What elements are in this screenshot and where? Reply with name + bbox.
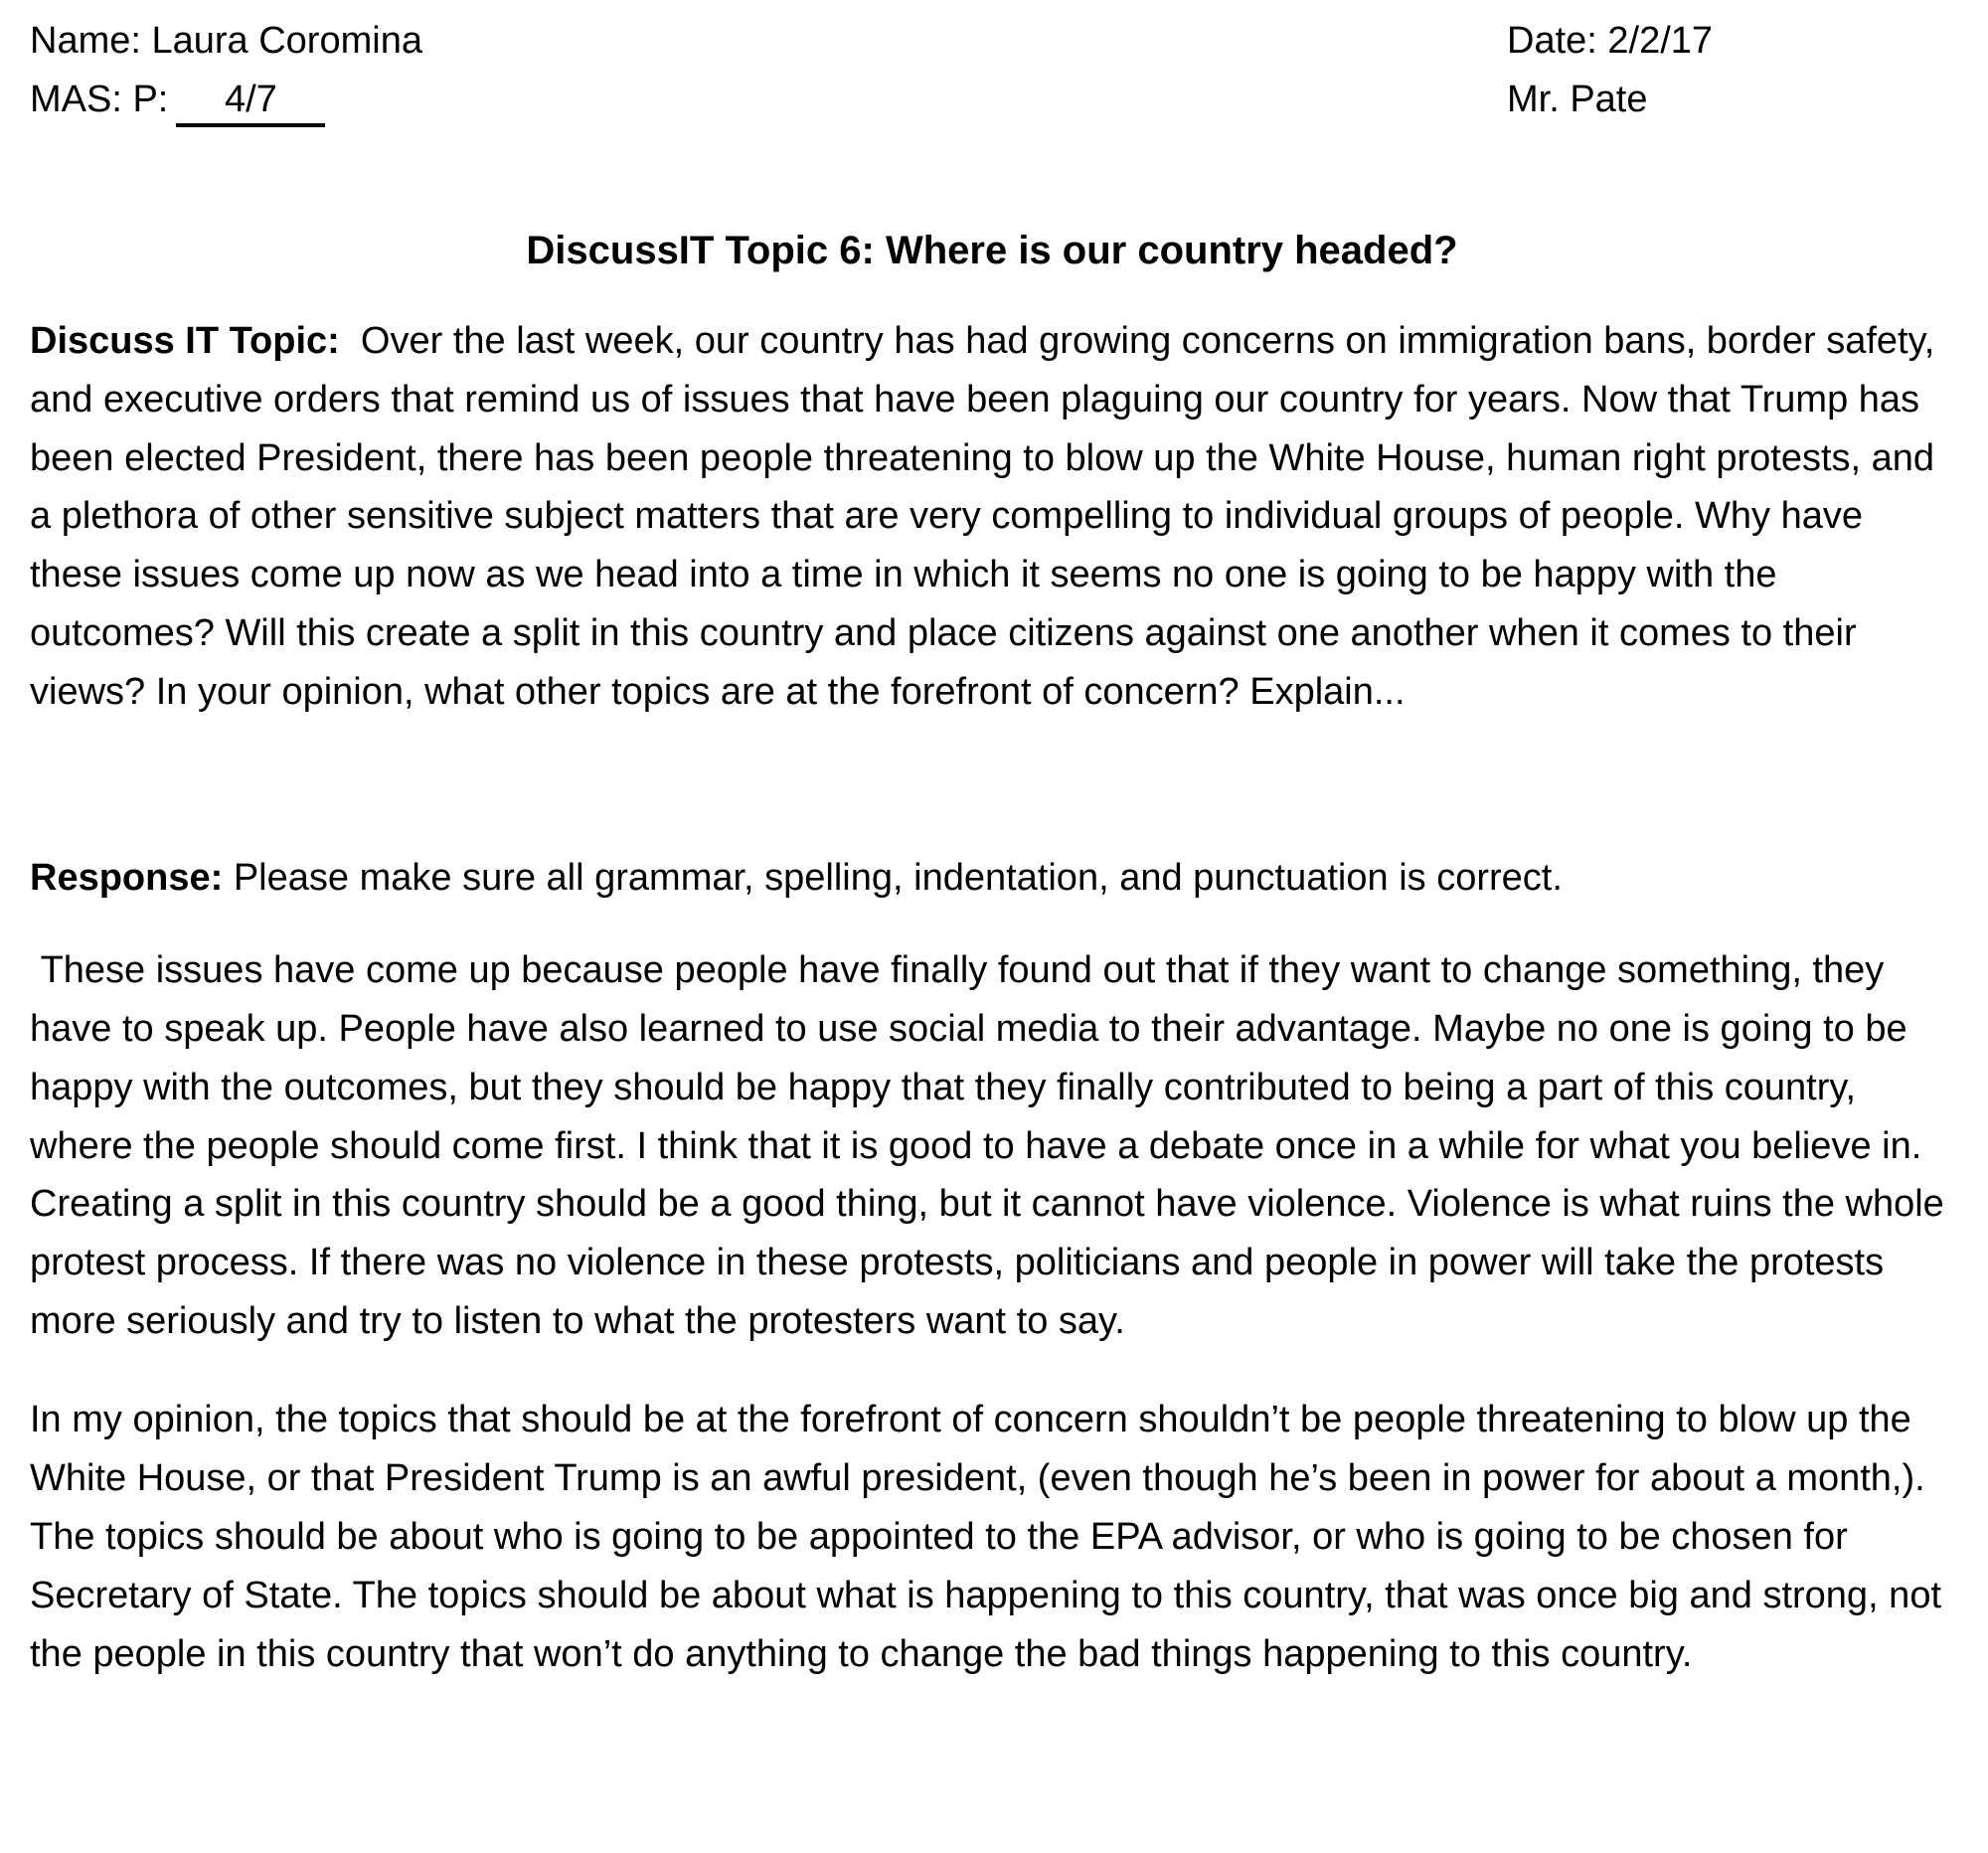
class-period-label: MAS: P: — [30, 78, 169, 120]
document-header — [30, 12, 1954, 129]
period-blank-value: 4/7 — [176, 77, 325, 128]
date-line: Date: 2/2/17 — [1507, 20, 1714, 62]
response-body-text: Please make sure all grammar, spelling, indentation, and punctuation is correct. — [223, 857, 1563, 900]
header-right-column — [1507, 12, 1954, 129]
answer-paragraph-1: These issues have come up because people have finally found out that if they want to change something, they have to speak up. People have also learned to use social media to their advantage. Maybe no one is going to be happy with the outcomes, but they should be happy that they finally contributed to being a part of this country, where the people should come first. I think that it is good to have a debate once in a while for what you believe in. Creating a split in this country should be a good thing, but it cannot have violence. Violence is what ruins the whole protest process. If there was no violence in these protests, politicians and people in power will take the protests more seriously and try to listen to what the protesters want to say. — [30, 948, 1955, 1343]
response-lead-label: Response: — [30, 857, 224, 900]
student-name-line: Name: Laura Coromina — [30, 20, 422, 62]
prompt-paragraph — [30, 312, 1954, 722]
prompt-lead-label: Discuss IT Topic: — [30, 319, 340, 362]
teacher-line: Mr. Pate — [1507, 78, 1648, 120]
response-instruction-paragraph — [30, 849, 1954, 908]
answer-paragraph-2: In my opinion, the topics that should be at the forefront of concern shouldn’t be people threatening to blow up the White House, or that President Trump is an awful president, (even though he’s been in power for about a month,). The topics should be about who is going to be appointed to the EPA advisor, or who is going to be chosen for Secretary of State. The topics should be about what is happening to this country, that was once big and strong, not the people in this country that won’t do anything to change the bad things happening to this country. — [30, 1399, 1952, 1675]
prompt-body-text: Over the last week, our country has had growing concerns on immigration bans, border safety, and executive orders that remind us of issues that have been plaguing our country for years. Now that Trump has been elected President, there has been people threatening to blow up the White House, human right protests, and a plethora of other sensitive subject matters that are very compelling to individual groups of people. Why have these issues come up now as we head into a time in which it seems no one is going to be happy with the outcomes? Will this create a split in this country and place citizens against one another when it comes to their views? In your opinion, what other topics are at the forefront of concern? Explain... — [30, 319, 1945, 714]
header-left-column — [30, 12, 422, 129]
class-period-line — [30, 71, 422, 129]
assignment-title: DiscussIT Topic 6: Where is our country headed? — [526, 228, 1458, 272]
